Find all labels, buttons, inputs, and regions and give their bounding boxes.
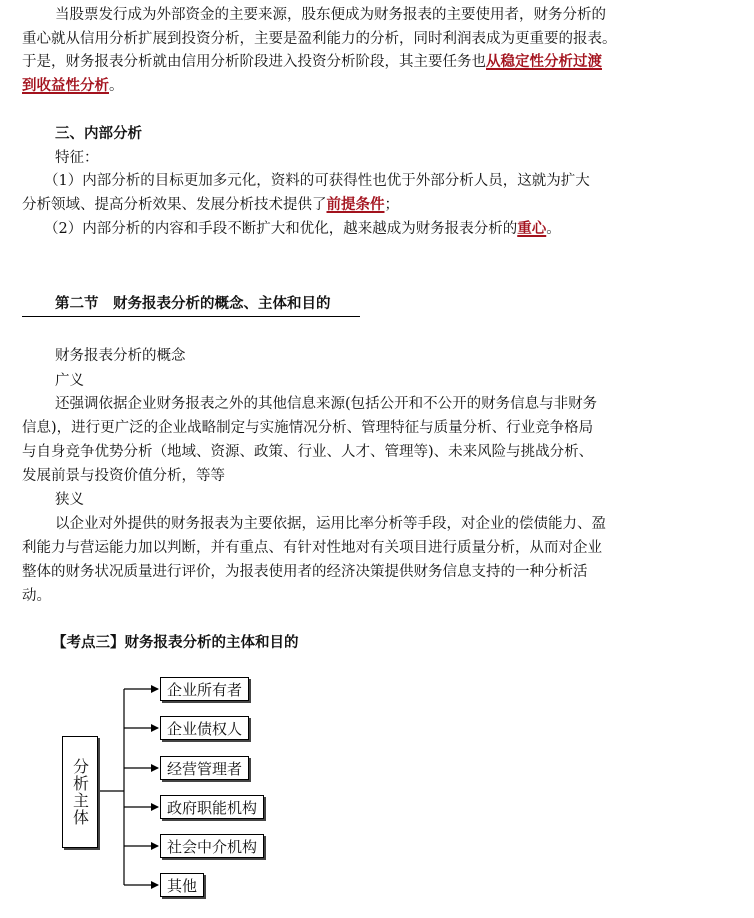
broad-line-4: 发展前景与投资价值分析，等等 (22, 468, 225, 484)
broad-label: 广义 (55, 373, 84, 389)
analysis-subject-root-box: 分析主体 (62, 736, 98, 848)
subject-box-management: 经营管理者 (160, 756, 249, 780)
subject-box-other: 其他 (160, 873, 204, 897)
intro-line-2: 重心就从信用分析扩展到投资分析，主要是盈利能力的分析，同时利润表成为更重要的报表。 (22, 31, 617, 47)
intro-line-3-text: 于是，财务报表分析就由信用分析阶段进入投资分析阶段，其主要任务也 (22, 54, 486, 70)
subject-box-government: 政府职能机构 (160, 795, 264, 819)
subject-box-owner: 企业所有者 (160, 677, 249, 701)
concept-label: 财务报表分析的概念 (55, 348, 186, 364)
section-2-title (22, 294, 360, 317)
broad-line-3: 与自身竞争优势分析（地域、资源、政策、行业、人才、管理等)、未来风险与挑战分析、 (22, 444, 594, 460)
internal-item-2 (44, 219, 561, 239)
internal-item-1-end: ； (384, 197, 399, 213)
internal-item-1-line-1: （1）内部分析的目标更加多元化，资料的可获得性也优于外部分析人员，这就为扩大 (44, 173, 590, 189)
narrow-line-1: 以企业对外提供的财务报表为主要依据，运用比率分析等手段，对企业的偿债能力、盈 (55, 516, 606, 532)
internal-item-2-end: 。 (546, 221, 561, 237)
narrow-line-3: 整体的财务状况质量进行评价，为报表使用者的经济决策提供财务信息支持的一种分析活 (22, 564, 588, 580)
narrow-line-4: 动。 (22, 588, 51, 604)
emphasis-focus: 重心 (517, 220, 547, 237)
emphasis-stability-to-profitability: 从稳定性分析过渡 (486, 53, 602, 70)
intro-line-4-text: 。 (109, 78, 124, 94)
subject-box-creditor: 企业债权人 (160, 716, 249, 740)
emphasis-profitability-analysis: 到收益性分析 (22, 77, 109, 94)
section-2-title-text: 第二节 财务报表分析的概念、主体和目的 (55, 296, 331, 312)
internal-analysis-heading: 三、内部分析 (55, 126, 142, 142)
narrow-line-2: 利能力与营运能力加以判断，并有重点、有针对性地对有关项目进行质量分析，从而对企业 (22, 540, 602, 556)
internal-item-1-text: 分析领域、提高分析效果、发展分析技术提供了 (22, 197, 327, 213)
intro-line-1: 当股票发行成为外部资金的主要来源，股东便成为财务报表的主要使用者，财务分析的 (55, 7, 606, 23)
broad-line-1: 还强调依据企业财务报表之外的其他信息来源(包括公开和不公开的财务信息与非财务 (55, 396, 598, 412)
keypoint-title: 【考点三】财务报表分析的主体和目的 (52, 635, 299, 651)
intro-line-3 (22, 52, 602, 72)
subject-box-intermediary: 社会中介机构 (160, 834, 264, 858)
narrow-label: 狭义 (55, 492, 84, 508)
feature-label: 特征： (55, 150, 99, 166)
intro-line-4 (22, 76, 124, 96)
emphasis-prerequisite: 前提条件 (326, 196, 385, 213)
internal-item-1-line-2 (22, 195, 399, 215)
broad-line-2: 信息)，进行更广泛的企业战略制定与实施情况分析、管理特征与质量分析、行业竞争格局 (22, 420, 594, 436)
internal-item-2-text: （2）内部分析的内容和手段不断扩大和优化，越来越成为财务报表分析的 (44, 221, 518, 237)
